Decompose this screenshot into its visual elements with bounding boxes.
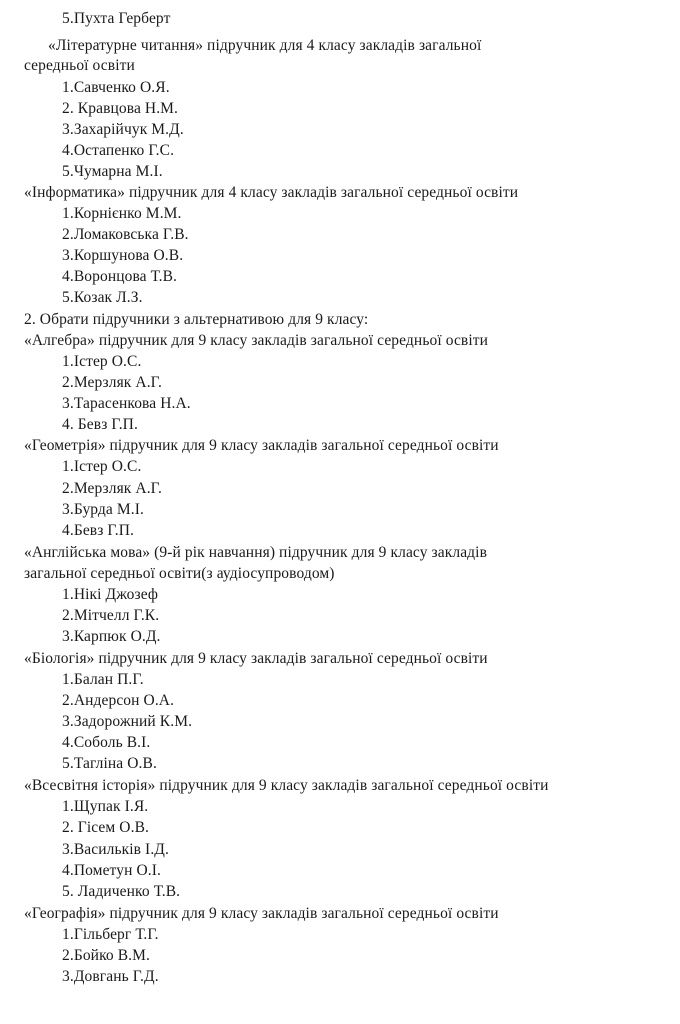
author-list-item: 5.Чумарна М.І. (62, 163, 163, 180)
author-list-item: 1.Нікі Джозеф (62, 586, 159, 603)
author-list-item: 1.Щупак І.Я. (62, 798, 149, 815)
textbook-heading: «Англійська мова» (9-й рік навчання) підручник для 9 класу закладів (24, 544, 487, 561)
author-list-item: 3.Задорожний К.М. (62, 713, 193, 730)
section-heading: 2. Обрати підручники з альтернативою для 9 класу: (24, 311, 369, 328)
author-list-item: 2.Андерсон О.А. (62, 692, 175, 709)
textbook-heading: «Літературне читання» підручник для 4 класу закладів загальної (48, 37, 482, 54)
author-list-item: 2.Ломаковська Г.В. (62, 226, 189, 243)
author-list-item: 5.Пухта Герберт (62, 10, 171, 27)
author-list-item: 2.Бойко В.М. (62, 947, 151, 964)
author-list-item: 3.Бурда М.І. (62, 501, 144, 518)
author-list-item: 1.Гільберг Т.Г. (62, 926, 159, 943)
textbook-heading: «Інформатика» підручник для 4 класу закладів загальної середньої освіти (24, 184, 519, 201)
author-list-item: 4.Остапенко Г.С. (62, 142, 175, 159)
textbook-heading: «Біологія» підручник для 9 класу закладів загальної середньої освіти (24, 650, 488, 667)
author-list-item: 3.Васильків І.Д. (62, 841, 169, 858)
author-list-item: 3.Коршунова О.В. (62, 247, 184, 264)
author-list-item: 5. Ладиченко Т.В. (62, 883, 181, 900)
author-list-item: 1.Савченко О.Я. (62, 79, 170, 96)
author-list-item: 5.Козак Л.З. (62, 289, 143, 306)
textbook-heading: «Геометрія» підручник для 9 класу закладів загальної середньої освіти (24, 437, 499, 454)
author-list-item: 4.Воронцова Т.В. (62, 268, 178, 285)
textbook-heading: «Всесвітня історія» підручник для 9 класу закладів загальної середньої освіти (24, 777, 549, 794)
author-list-item: 3.Карпюк О.Д. (62, 628, 161, 645)
author-list-item: 1.Істер О.С. (62, 458, 142, 475)
author-list-item: 3.Довгань Г.Д. (62, 968, 159, 985)
author-list-item: 4. Бевз Г.П. (62, 416, 138, 433)
author-list-item: 4.Бевз Г.П. (62, 522, 134, 539)
textbook-heading-continuation: середньої освіти (24, 57, 135, 74)
author-list-item: 4.Соболь В.І. (62, 734, 151, 751)
author-list-item: 2. Гісем О.В. (62, 819, 149, 836)
author-list-item: 4.Пометун О.І. (62, 862, 161, 879)
textbook-heading-continuation: загальної середньої освіти(з аудіосупроводом) (24, 565, 335, 582)
author-list-item: 1.Балан П.Г. (62, 671, 144, 688)
author-list-item: 2. Кравцова Н.М. (62, 100, 179, 117)
author-list-item: 1.Корнієнко М.М. (62, 205, 182, 222)
author-list-item: 1.Істер О.С. (62, 353, 142, 370)
author-list-item: 3.Тарасенкова Н.А. (62, 395, 191, 412)
textbook-heading: «Географія» підручник для 9 класу закладів загальної середньої освіти (24, 905, 499, 922)
author-list-item: 2.Мерзляк А.Г. (62, 480, 162, 497)
textbook-heading: «Алгебра» підручник для 9 класу закладів загальної середньої освіти (24, 332, 489, 349)
author-list-item: 5.Тагліна О.В. (62, 755, 157, 772)
author-list-item: 2.Мерзляк А.Г. (62, 374, 162, 391)
author-list-item: 3.Захарійчук М.Д. (62, 121, 184, 138)
author-list-item: 2.Мітчелл Г.К. (62, 607, 160, 624)
